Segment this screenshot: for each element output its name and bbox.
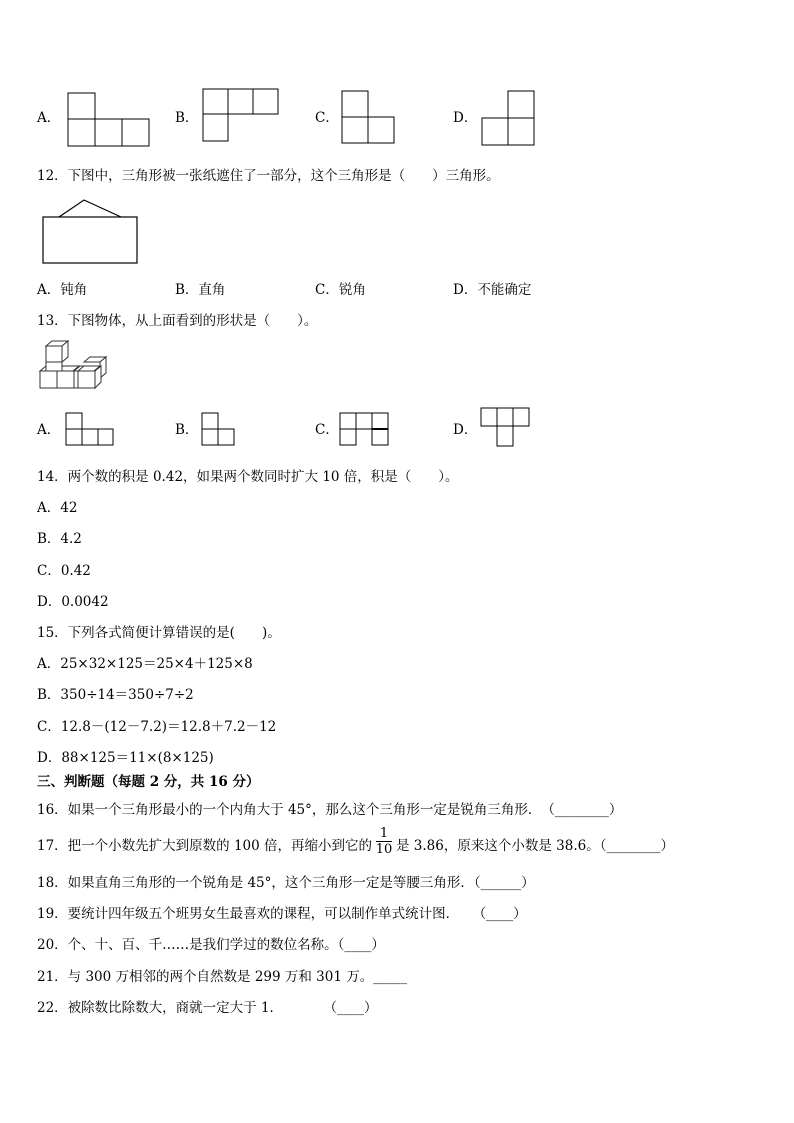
section-heading-judgement: 三、判断题（每题 2 分，共 16 分）: [37, 774, 260, 790]
q14-option-b[interactable]: B．4.2: [37, 531, 82, 547]
q13-option-a[interactable]: A．: [37, 422, 61, 438]
q11-option-a[interactable]: A．: [37, 110, 61, 126]
q13-option-b[interactable]: B．: [175, 422, 199, 438]
judge-q18[interactable]: 18．如果直角三角形的一个锐角是 45°，这个三角形一定是等腰三角形．（______）: [37, 875, 535, 891]
q12-covered-triangle-figure: [41, 196, 141, 266]
q14-option-d[interactable]: D．0.0042: [37, 594, 109, 610]
judge-q17-prefix: 17．把一个小数先扩大到原数的 100 倍，再缩小到它的: [37, 838, 373, 854]
q12-option-b[interactable]: B．直角: [175, 282, 226, 298]
q14-option-c[interactable]: C．0.42: [37, 563, 91, 579]
q15-stem: 15．下列各式简便计算错误的是( )。: [37, 625, 281, 641]
q11-figure-a: [67, 92, 152, 148]
judge-q16[interactable]: 16．如果一个三角形最小的一个内角大于 45°，那么这个三角形一定是锐角三角形． （________）: [37, 802, 623, 818]
judge-q17-suffix[interactable]: 是 3.86，原来这个小数是 38.6。（________）: [396, 838, 674, 854]
q15-option-a[interactable]: A．25×32×125＝25×4＋125×8: [37, 656, 253, 672]
q13-figure-a: [65, 412, 115, 448]
q17-fraction-denominator: 10: [375, 842, 393, 857]
q13-figure-d: [480, 407, 532, 449]
q12-option-d[interactable]: D．不能确定: [453, 282, 532, 298]
q15-option-b[interactable]: B．350÷14＝350÷7÷2: [37, 687, 194, 703]
q14-option-a[interactable]: A．42: [37, 500, 78, 516]
judge-q20[interactable]: 20．个、十、百、千……是我们学过的数位名称。（____）: [37, 937, 385, 953]
q15-option-c[interactable]: C．12.8－(12－7.2)＝12.8＋7.2－12: [37, 719, 277, 735]
q13-cube-stack-figure: [38, 340, 110, 392]
q11-figure-c: [341, 90, 397, 146]
q11-option-b[interactable]: B．: [175, 110, 199, 126]
q17-fraction: [373, 826, 395, 857]
q15-option-d[interactable]: D．88×125＝11×(8×125): [37, 750, 214, 766]
q12-stem: 12．下图中，三角形被一张纸遮住了一部分，这个三角形是（ ）三角形。: [37, 168, 500, 184]
q13-option-d[interactable]: D．: [453, 422, 478, 438]
q11-option-c[interactable]: C．: [315, 110, 339, 126]
judge-q22[interactable]: 22．被除数比除数大，商就一定大于 1． （____）: [37, 1000, 378, 1016]
q11-figure-d: [481, 90, 537, 148]
q11-figure-b: [202, 88, 282, 144]
judge-q21[interactable]: 21．与 300 万相邻的两个自然数是 299 万和 301 万。_____: [37, 969, 407, 985]
q17-fraction-numerator: 1: [379, 826, 389, 841]
q13-figure-c: [339, 412, 391, 448]
q13-stem: 13．下图物体，从上面看到的形状是（ ）。: [37, 313, 318, 329]
q13-figure-b: [201, 412, 237, 448]
q12-option-a[interactable]: A．钝角: [37, 282, 88, 298]
q12-option-c[interactable]: C．锐角: [315, 282, 366, 298]
q13-option-c[interactable]: C．: [315, 422, 339, 438]
q11-option-d[interactable]: D．: [453, 110, 478, 126]
q14-stem: 14．两个数的积是 0.42，如果两个数同时扩大 10 倍，积是（ ）。: [37, 469, 459, 485]
judge-q19[interactable]: 19．要统计四年级五个班男女生最喜欢的课程，可以制作单式统计图． （____）: [37, 906, 527, 922]
